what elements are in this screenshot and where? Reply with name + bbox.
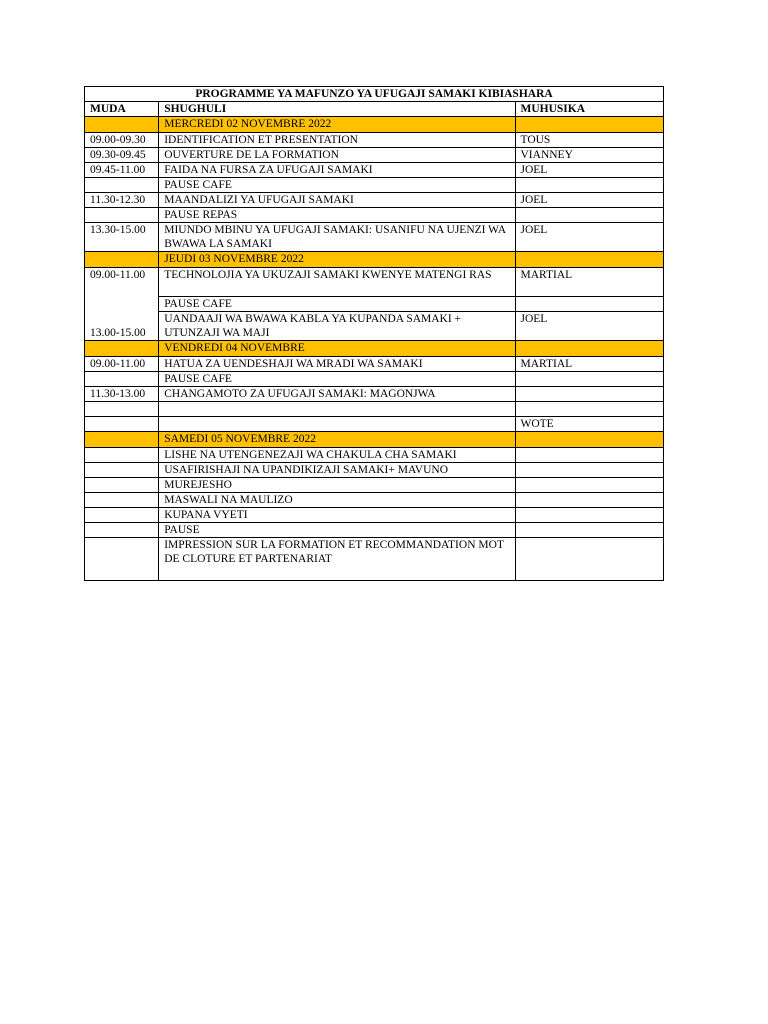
activity-cell: IMPRESSION SUR LA FORMATION ET RECOMMANDATION MOT DE CLOTURE ET PARTENARIAT <box>159 538 515 581</box>
time-cell: 09.00-11.00 <box>85 357 159 372</box>
header-person: MUHUSIKA <box>515 102 664 117</box>
table-row <box>85 387 664 402</box>
table-row <box>85 133 664 148</box>
activity-cell: TECHNOLOJIA YA UKUZAJI SAMAKI KWENYE MATENGI RAS <box>159 268 515 297</box>
title-row <box>85 87 664 102</box>
table-row <box>85 508 664 523</box>
table-row <box>85 417 664 432</box>
time-cell <box>85 478 159 493</box>
table-row <box>85 538 664 581</box>
table-row <box>85 493 664 508</box>
activity-cell: PAUSE CAFE <box>159 297 515 312</box>
table-row <box>85 478 664 493</box>
activity-cell: OUVERTURE DE LA FORMATION <box>159 148 515 163</box>
time-cell: 09.30-09.45 <box>85 148 159 163</box>
header-time: MUDA <box>85 102 159 117</box>
time-cell <box>85 417 159 432</box>
table-row <box>85 463 664 478</box>
table-row <box>85 178 664 193</box>
activity-cell: MASWALI NA MAULIZO <box>159 493 515 508</box>
time-cell <box>85 268 159 341</box>
time-cell: 09.00-09.30 <box>85 133 159 148</box>
table-row <box>85 523 664 538</box>
table-row <box>85 193 664 208</box>
table-row <box>85 357 664 372</box>
table-row <box>85 297 664 312</box>
day-label: MERCREDI 02 NOVEMBRE 2022 <box>159 117 515 133</box>
person-cell <box>515 402 664 417</box>
time-cell: 11.30-13.00 <box>85 387 159 402</box>
activity-cell: IDENTIFICATION ET PRESENTATION <box>159 133 515 148</box>
activity-cell: LISHE NA UTENGENEZAJI WA CHAKULA CHA SAMAKI <box>159 448 515 463</box>
day-row <box>85 252 664 268</box>
table-row <box>85 312 664 341</box>
day-label: SAMEDI 05 NOVEMBRE 2022 <box>159 432 515 448</box>
day-row <box>85 341 664 357</box>
activity-cell: MIUNDO MBINU YA UFUGAJI SAMAKI: USANIFU NA UJENZI WA BWAWA LA SAMAKI <box>159 223 515 252</box>
document-title: PROGRAMME YA MAFUNZO YA UFUGAJI SAMAKI KIBIASHARA <box>85 87 664 102</box>
time-cell <box>85 208 159 223</box>
activity-cell: MAANDALIZI YA UFUGAJI SAMAKI <box>159 193 515 208</box>
header-row <box>85 102 664 117</box>
person-cell: JOEL <box>515 312 664 341</box>
table-row <box>85 148 664 163</box>
activity-cell: MUREJESHO <box>159 478 515 493</box>
person-cell: TOUS <box>515 133 664 148</box>
table-row <box>85 163 664 178</box>
day-label: JEUDI 03 NOVEMBRE 2022 <box>159 252 515 268</box>
time-start: 09.00-11.00 <box>90 269 146 281</box>
person-cell <box>515 387 664 402</box>
time-cell: 13.30-15.00 <box>85 223 159 252</box>
person-cell <box>515 463 664 478</box>
person-cell <box>515 297 664 312</box>
table-row <box>85 448 664 463</box>
person-cell <box>515 178 664 193</box>
activity-cell: PAUSE <box>159 523 515 538</box>
activity-cell: PAUSE REPAS <box>159 208 515 223</box>
time-cell: 11.30-12.30 <box>85 193 159 208</box>
person-cell: WOTE <box>515 417 664 432</box>
person-cell <box>515 493 664 508</box>
time-cell <box>85 402 159 417</box>
person-cell: JOEL <box>515 193 664 208</box>
activity-cell: FAIDA NA FURSA ZA UFUGAJI SAMAKI <box>159 163 515 178</box>
table-row <box>85 208 664 223</box>
time-cell <box>85 463 159 478</box>
activity-cell: UANDAAJI WA BWAWA KABLA YA KUPANDA SAMAKI + UTUNZAJI WA MAJI <box>159 312 515 341</box>
person-cell <box>515 478 664 493</box>
activity-cell: CHANGAMOTO ZA UFUGAJI SAMAKI: MAGONJWA <box>159 387 515 402</box>
time-cell <box>85 493 159 508</box>
time-cell <box>85 508 159 523</box>
time-cell <box>85 523 159 538</box>
time-cell <box>85 538 159 581</box>
activity-cell: USAFIRISHAJI NA UPANDIKIZAJI SAMAKI+ MAVUNO <box>159 463 515 478</box>
table-row <box>85 372 664 387</box>
header-activity: SHUGHULI <box>159 102 515 117</box>
schedule-table <box>84 86 664 581</box>
table-row <box>85 223 664 252</box>
activity-cell: PAUSE CAFE <box>159 178 515 193</box>
day-row <box>85 432 664 448</box>
activity-cell <box>159 402 515 417</box>
person-cell <box>515 208 664 223</box>
person-cell: MARTIAL <box>515 357 664 372</box>
day-label: VENDREDI 04 NOVEMBRE <box>159 341 515 357</box>
time-cell <box>85 178 159 193</box>
person-cell: MARTIAL <box>515 268 664 297</box>
time-end: 13.00-15.00 <box>90 327 146 339</box>
activity-cell <box>159 417 515 432</box>
time-cell: 09.45-11.00 <box>85 163 159 178</box>
person-cell <box>515 538 664 581</box>
person-cell <box>515 508 664 523</box>
day-row <box>85 117 664 133</box>
table-row <box>85 402 664 417</box>
person-cell: JOEL <box>515 163 664 178</box>
person-cell: VIANNEY <box>515 148 664 163</box>
activity-cell: KUPANA VYETI <box>159 508 515 523</box>
table-row <box>85 268 664 297</box>
time-cell <box>85 448 159 463</box>
activity-cell: PAUSE CAFE <box>159 372 515 387</box>
person-cell <box>515 448 664 463</box>
person-cell: JOEL <box>515 223 664 252</box>
person-cell <box>515 523 664 538</box>
person-cell <box>515 372 664 387</box>
activity-cell: HATUA ZA UENDESHAJI WA MRADI WA SAMAKI <box>159 357 515 372</box>
time-cell <box>85 372 159 387</box>
